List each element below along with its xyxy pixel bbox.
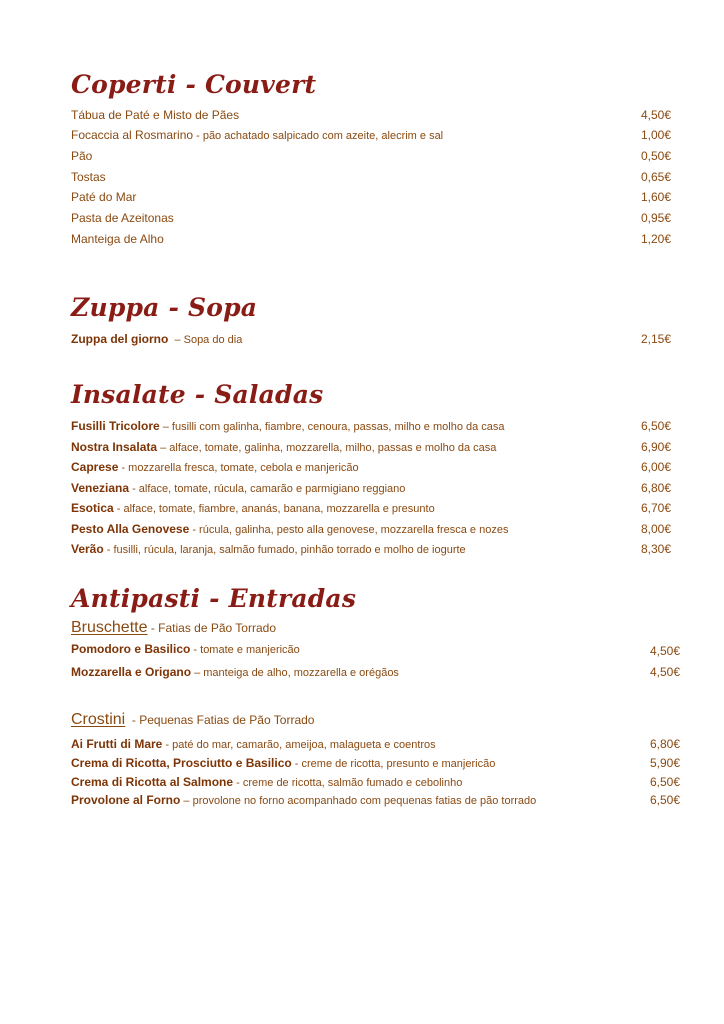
item-desc: – alface, tomate, galinha, mozzarella, milho, passas e molho da casa	[157, 442, 497, 454]
item-name: Mozzarella e Origano	[71, 665, 192, 679]
menu-item	[71, 522, 508, 538]
menu-item	[71, 419, 505, 435]
item-name: Zuppa del giorno	[71, 332, 169, 346]
item-name: Pasta de Azeitonas	[71, 211, 174, 225]
item-price: 0,95€	[640, 211, 671, 225]
subsection-crostini	[71, 711, 314, 729]
item-name: Fusilli Tricolore	[71, 419, 160, 433]
subsection-desc: - Fatias de Pão Torrado	[147, 621, 276, 635]
item-name: Paté do Mar	[71, 190, 137, 204]
item-name: Crema di Ricotta al Salmone	[71, 775, 234, 789]
item-name: Pomodoro e Basilico	[71, 642, 191, 656]
section-title-antipasti: Antipasti - Entradas	[71, 584, 357, 613]
item-name: Manteiga de Alho	[71, 232, 164, 246]
item-name: Focaccia al Rosmarino	[71, 128, 194, 142]
item-price: 8,00€	[640, 522, 671, 536]
menu-item	[71, 642, 300, 658]
item-desc: - alface, tomate, rúcula, camarão e parmigiano reggiano	[129, 483, 406, 495]
menu-item	[71, 440, 496, 456]
item-price: 6,80€	[649, 737, 680, 751]
menu-item	[71, 232, 164, 247]
item-desc: - creme de ricotta, salmão fumado e cebolinho	[233, 777, 463, 789]
item-price: 6,00€	[640, 460, 671, 474]
item-desc: - creme de ricotta, presunto e manjericão	[291, 758, 496, 770]
item-price: 6,70€	[640, 501, 671, 515]
menu-item	[71, 211, 174, 226]
item-price: 1,60€	[640, 190, 671, 204]
item-desc: – Sopa do dia	[168, 334, 243, 346]
menu-item	[71, 756, 495, 772]
item-price: 6,90€	[640, 440, 671, 454]
item-price: 6,80€	[640, 481, 671, 495]
item-desc: – manteiga de alho, mozzarella e orégãos	[191, 667, 399, 679]
item-desc: - alface, tomate, fiambre, ananás, banana, mozzarella e presunto	[113, 503, 435, 515]
item-desc: – fusilli com galinha, fiambre, cenoura, passas, milho e molho da casa	[159, 421, 505, 433]
menu-item	[71, 332, 242, 348]
menu-item	[71, 793, 536, 809]
menu-item	[71, 501, 435, 517]
item-name: Crema di Ricotta, Prosciutto e Basilico	[71, 756, 292, 770]
menu-item	[71, 542, 466, 558]
subsection-name: Bruschette	[71, 619, 148, 636]
item-price: 6,50€	[649, 793, 680, 807]
item-price: 1,00€	[640, 128, 671, 142]
menu-item	[71, 481, 405, 497]
item-name: Esotica	[71, 501, 114, 515]
item-name: Caprese	[71, 460, 119, 474]
subsection-name: Crostini	[71, 711, 126, 728]
item-desc: - fusilli, rúcula, laranja, salmão fumado, pinhão torrado e molho de iogurte	[103, 544, 466, 556]
menu-item	[71, 149, 92, 164]
menu-item	[71, 737, 436, 753]
item-price: 4,50€	[649, 665, 680, 679]
item-price: 8,30€	[640, 542, 671, 556]
item-name: Ai Frutti di Mare	[71, 737, 163, 751]
item-price: 1,20€	[640, 232, 671, 246]
item-name: Provolone al Forno	[71, 793, 181, 807]
menu-item	[71, 128, 443, 144]
item-price: 0,65€	[640, 170, 671, 184]
menu-item	[71, 108, 239, 124]
menu-item	[71, 665, 399, 681]
item-desc: - mozzarella fresca, tomate, cebola e manjericão	[118, 462, 359, 474]
section-title-insalate: Insalate - Saladas	[71, 380, 324, 409]
item-desc: - paté do mar, camarão, ameijoa, malagueta e coentros	[162, 739, 436, 751]
item-name: Veneziana	[71, 481, 130, 495]
item-price: 2,15€	[640, 332, 671, 346]
item-name: Tábua de Paté e Misto de Pães	[71, 108, 240, 122]
item-price: 6,50€	[640, 419, 671, 433]
item-desc: - pão achatado salpicado com azeite, alecrim e sal	[193, 130, 444, 142]
item-name: Pão	[71, 149, 93, 163]
menu-item	[71, 460, 359, 476]
subsection-bruschette	[71, 619, 276, 637]
subsection-desc: - Pequenas Fatias de Pão Torrado	[125, 713, 315, 727]
item-name: Verão	[71, 542, 104, 556]
item-name: Tostas	[71, 170, 106, 184]
item-desc: - rúcula, galinha, pesto alla genovese, mozzarella fresca e nozes	[189, 524, 509, 536]
section-title-coperti: Coperti - Couvert	[71, 70, 317, 99]
item-desc: – provolone no forno acompanhado com pequenas fatias de pão torrado	[180, 795, 537, 807]
item-name: Pesto Alla Genovese	[71, 522, 190, 536]
section-title-zuppa: Zuppa - Sopa	[71, 293, 258, 322]
menu-item	[71, 170, 106, 185]
item-price: 0,50€	[640, 149, 671, 163]
item-price: 5,90€	[649, 756, 680, 770]
item-price: 4,50€	[640, 108, 671, 122]
item-price: 6,50€	[649, 775, 680, 789]
menu-item	[71, 775, 462, 791]
item-name: Nostra Insalata	[71, 440, 158, 454]
item-desc: - tomate e manjericão	[190, 644, 300, 656]
item-price: 4,50€	[649, 644, 680, 658]
menu-item	[71, 190, 136, 205]
